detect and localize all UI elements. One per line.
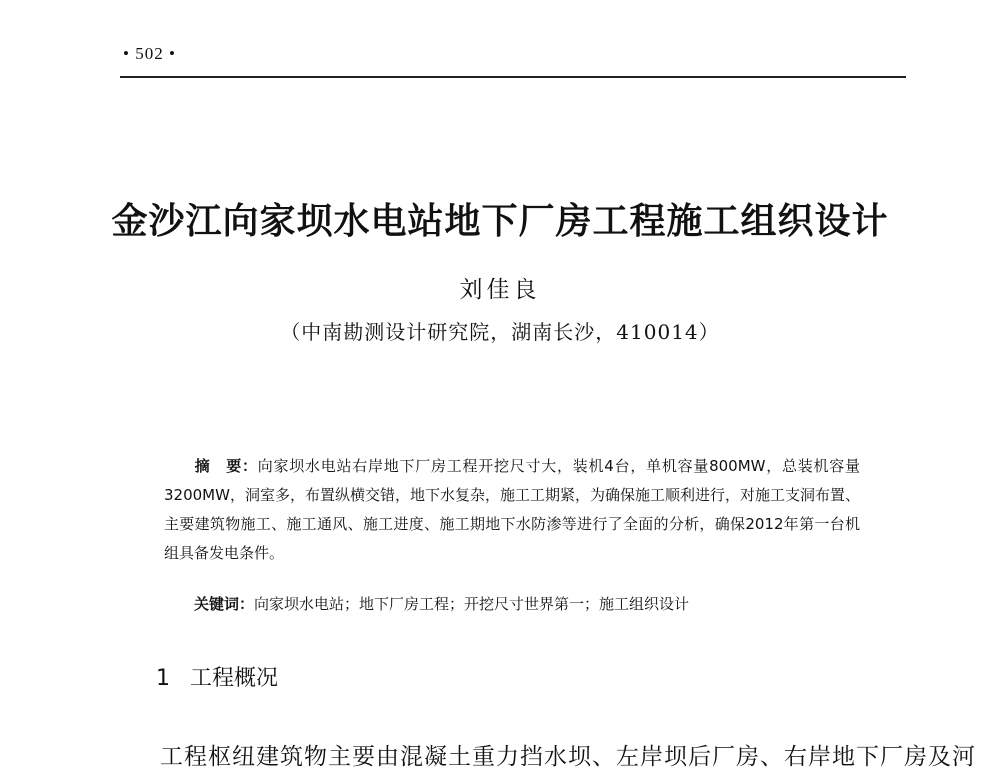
affiliation: （中南勘测设计研究院，湖南长沙，410014） xyxy=(280,320,720,344)
author: 刘佳良 xyxy=(459,277,541,303)
keywords xyxy=(164,590,860,619)
section-heading xyxy=(156,661,278,692)
abstract-label: 摘 要： xyxy=(194,457,258,475)
page-number: • 502 • xyxy=(123,44,176,63)
section-title: 工程概况 xyxy=(190,666,279,691)
abstract-text: 向家坝水电站右岸地下厂房工程开挖尺寸大，装机4台，单机容量800MW，总装机容量3200MW，洞室多，布置纵横交错，地下水复杂，施工工期紧，为确保施工顺利进行，对施工支洞布置、主要建筑物施工、施工通风、施工进度、施工期地下水防渗等进行了全面的分析，确保2012年第一台机组具备发电条件。 xyxy=(164,457,860,562)
header-rule xyxy=(120,76,906,78)
keywords-label: 关键词： xyxy=(194,595,255,613)
body-paragraph: 工程枢纽建筑物主要由混凝土重力挡水坝、左岸坝后厂房、右岸地下厂房及河 xyxy=(160,744,976,770)
section-number: 1 xyxy=(156,666,170,691)
abstract xyxy=(164,452,860,568)
paper-title: 金沙江向家坝水电站地下厂房工程施工组织设计 xyxy=(111,200,889,242)
keywords-text: 向家坝水电站；地下厂房工程；开挖尺寸世界第一；施工组织设计 xyxy=(254,595,690,613)
